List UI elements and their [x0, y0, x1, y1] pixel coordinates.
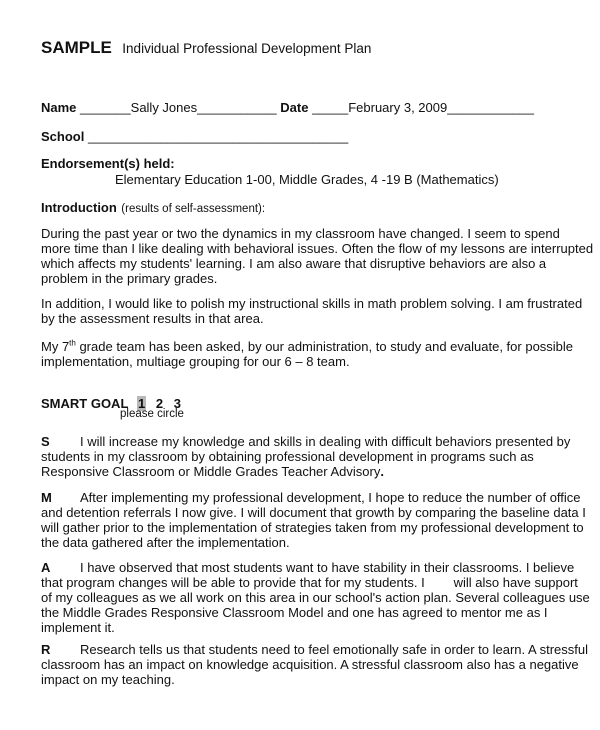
school-label: School [41, 129, 85, 144]
goal-option-1-circled[interactable]: 1 [138, 396, 146, 411]
intro-paragraph-1: During the past year or two the dynamics in my classroom have changed. I seem to spend more time than I like dealing with behavioral issues. Often the flow of my lessons are interrupted which affects my students' learning. I am also aware that disruptive behaviors are also a problem in the primary grades. [41, 226, 594, 286]
goal-m-letter: M [41, 490, 52, 505]
plan-title: Individual Professional Development Plan [122, 41, 372, 56]
name-label: Name [41, 100, 77, 115]
introduction-label: Introduction [41, 200, 117, 215]
document-title [41, 38, 371, 58]
intro-paragraph-2: In addition, I would like to polish my instructional skills in math problem solving. I am frustrated by the assessment results in that area. [41, 296, 583, 326]
endorsements-label: Endorsement(s) held: [41, 156, 175, 171]
goal-option-3[interactable]: 3 [173, 396, 181, 411]
goal-s-paragraph: S I will increase my knowledge and skills in dealing with difficult behaviors presented by students in my classroom by obtaining professional development in programs such as Responsive Classroom or Middle Grades Teacher Advisory. [41, 434, 571, 479]
name-value: _______Sally Jones___________ [76, 100, 281, 115]
goal-option-2[interactable]: 2 [155, 396, 164, 411]
goal-a-paragraph: A I have observed that most students want to have stability in their classrooms. I believe that program changes will be able to provide that for my students. I will also have support of my colleagues as we all work on this area in our school's action plan. Several colleagues use the Middle Grades Responsive Classroom Model and one has agreed to mentor me as I implement it. [41, 560, 590, 635]
intro-paragraph-3: My 7th grade team has been asked, by our administration, to study and evaluate, for possible implementation, multiage grouping for our 6 – 8 team. [41, 338, 574, 369]
goal-r-letter: R [41, 642, 51, 657]
school-row [41, 129, 348, 144]
school-value: ____________________________________ [84, 129, 349, 144]
smart-goal-label: SMART GOAL [41, 396, 129, 411]
name-date-row [41, 100, 534, 115]
goal-m-paragraph: M After implementing my professional development, I hope to reduce the number of office and detention referrals I now give. I will document that growth by comparing the baseline data I will gather prior to the implementation of strategies taken from my professional development to the data gathered after the implementation. [41, 490, 586, 550]
date-label: Date [280, 100, 309, 115]
sample-label: SAMPLE [41, 38, 112, 57]
goal-r-paragraph: R Research tells us that students need to feel emotionally safe in order to learn. A stressful classroom has an impact on knowledge acquisition. A stressful classroom also has a negative impact on my teaching. [41, 642, 589, 687]
endorsements-value: Elementary Education 1-00, Middle Grades, 4 -19 B (Mathematics) [115, 172, 499, 187]
goal-a-letter: A [41, 560, 51, 575]
goal-s-letter: S [41, 434, 50, 449]
date-value: _____February 3, 2009____________ [308, 100, 534, 115]
introduction-note: (results of self-assessment): [121, 203, 266, 215]
introduction-heading [41, 199, 265, 217]
endorsements-label-row [41, 156, 175, 171]
please-circle-note: please circle [120, 408, 184, 420]
